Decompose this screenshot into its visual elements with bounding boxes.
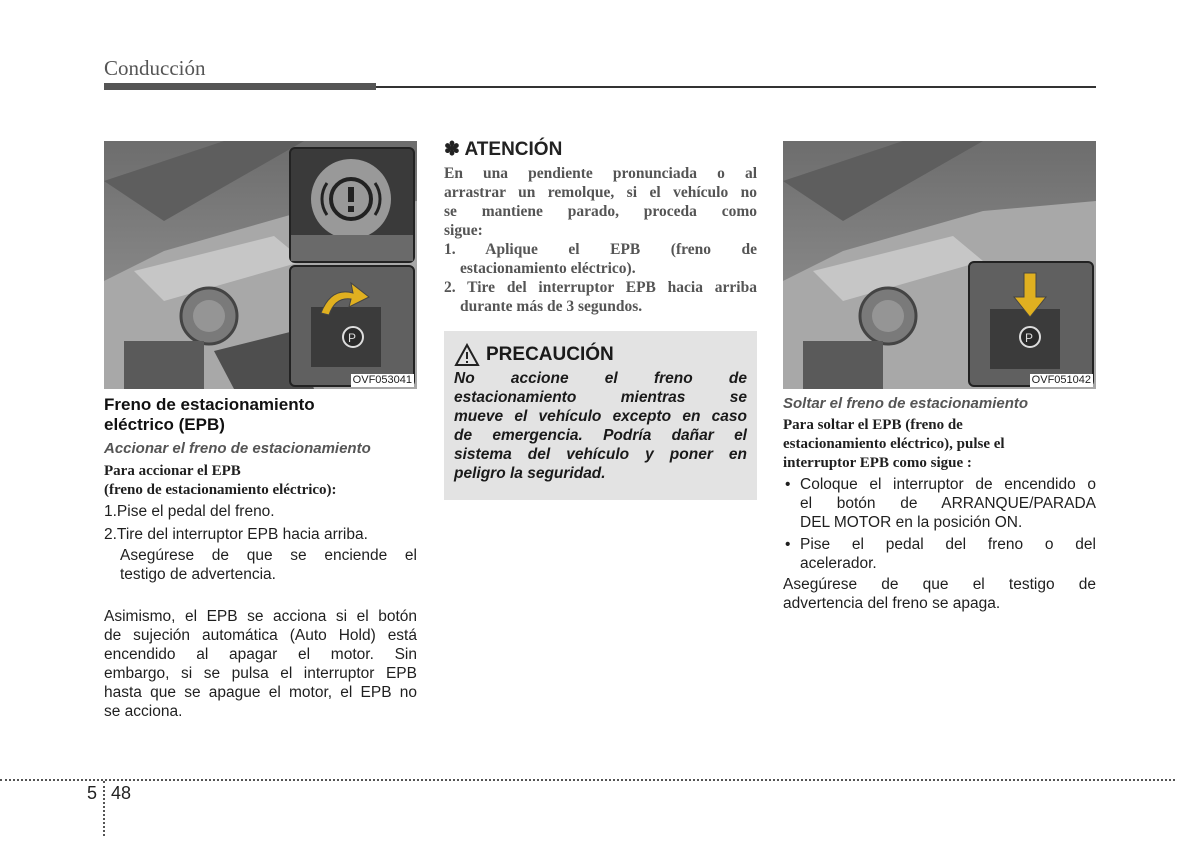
svg-text:P: P [348, 331, 357, 345]
warning-light-inset [289, 147, 415, 263]
apply-subtitle: Accionar el freno de estacionamiento [104, 440, 371, 457]
release-closing: Asegúrese de que el testigo de advertencia del freno se apaga. [783, 576, 1096, 612]
section-title: Freno de estacionamiento eléctrico (EPB) [104, 395, 315, 434]
image-code-left: OVF053041 [352, 374, 412, 386]
release-bullet-1: • Coloque el interruptor de encendido o el botón de ARRANQUE/PARADA DEL MOTOR en la posición ON. [785, 476, 1096, 531]
footer-divider [103, 781, 105, 836]
svg-text:P: P [1025, 331, 1034, 345]
release-intro: Para soltar el EPB (freno de estacionamiento eléctrico), pulse el interruptor EPB como sigue : [783, 417, 1005, 471]
image-code-right: OVF051042 [1031, 374, 1091, 386]
release-subtitle: Soltar el freno de estacionamiento [783, 395, 1029, 412]
auto-hold-paragraph: Asimismo, el EPB se acciona si el botón de sujeción automática (Auto Hold) está encendido al apagar el motor. Sin embargo, si se pulsa el interruptor EPB hasta que se apague el motor, el EPB no se acciona. [104, 608, 417, 720]
caution-box [444, 331, 757, 500]
epb-switch-inset [289, 265, 415, 387]
epb-release-switch-inset [968, 261, 1094, 387]
chapter-number: 5 [87, 783, 98, 803]
epb-apply-photo [104, 141, 417, 389]
attention-title: ✽ ATENCIÓN [444, 139, 563, 160]
footer-rule [0, 779, 1175, 781]
warning-triangle-icon [454, 343, 480, 367]
apply-step-2-note: Asegúrese de que se enciende el testigo de advertencia. [120, 547, 417, 583]
page-number: 48 [111, 783, 132, 803]
apply-step-1: 1.Pise el pedal del freno. [104, 503, 275, 520]
caution-title: PRECAUCIÓN [486, 344, 614, 365]
apply-step-2: 2.Tire del interruptor EPB hacia arriba. [104, 526, 368, 543]
header-rule-accent [104, 83, 376, 90]
epb-release-photo [783, 141, 1096, 389]
chapter-title: Conducción [104, 56, 206, 80]
attention-text: En una pendiente pronunciada o al arrastrar un remolque, si el vehículo no se mantiene parado, proceda como sigue: 1. Aplique el EPB (freno de estacionamiento eléctrico). 2. Tire del interruptor EPB hacia arriba durante más de 3 segundos. [444, 165, 757, 315]
caution-text: No accione el freno de estacionamiento mientras se mueve el vehículo excepto en caso de emergencia. Podría dañar el sistema del vehículo y poner en peligro la seguridad. [454, 370, 747, 482]
release-bullet-2: • Pise el pedal del freno o del acelerador. [785, 536, 1096, 572]
apply-intro: Para accionar el EPB (freno de estacionamiento eléctrico): [104, 463, 337, 498]
